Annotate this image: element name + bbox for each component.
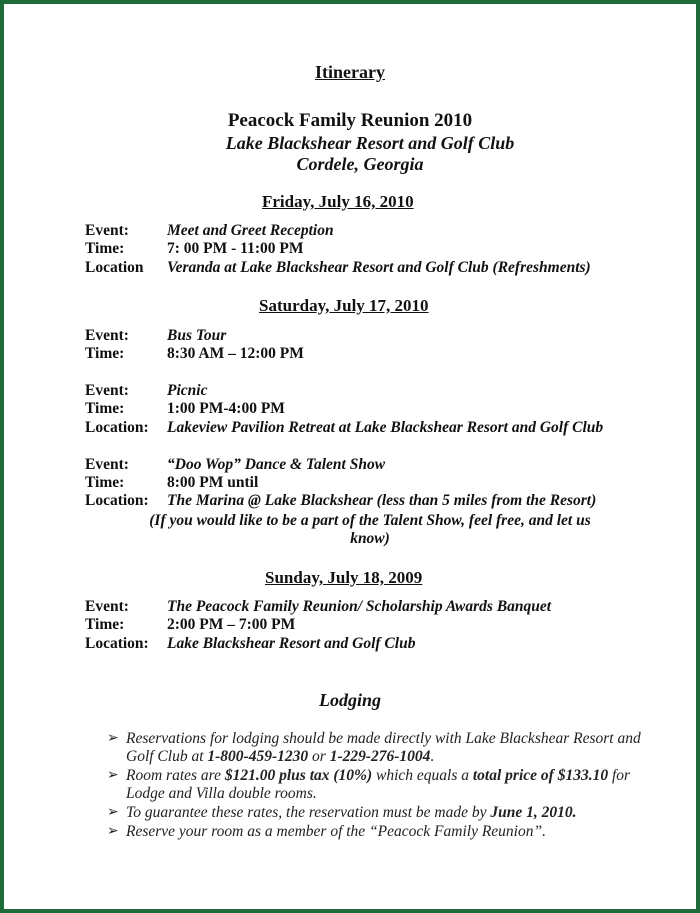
row-value: Bus Tour bbox=[167, 327, 227, 344]
day-heading-sunday: Sunday, July 18, 2009 bbox=[265, 568, 423, 587]
row-value: 7: 00 PM - 11:00 PM bbox=[167, 240, 304, 257]
arrow-bullet-icon: ➢ bbox=[107, 824, 119, 839]
row-value: Lake Blackshear Resort and Golf Club bbox=[167, 635, 416, 652]
time-row bbox=[85, 616, 295, 634]
row-label: Time: bbox=[85, 400, 125, 417]
location-row bbox=[85, 635, 415, 653]
phone-number: 1-229-276-1004 bbox=[329, 748, 431, 765]
row-value: The Peacock Family Reunion/ Scholarship Awards Banquet bbox=[167, 598, 552, 615]
row-label: Location bbox=[85, 259, 144, 276]
row-label: Time: bbox=[85, 345, 125, 362]
event-row bbox=[85, 382, 207, 400]
deadline-date: June 1, 2010. bbox=[490, 804, 577, 821]
event-row bbox=[85, 598, 551, 616]
document-title: Itinerary bbox=[315, 62, 385, 82]
room-rate: $121.00 plus tax (10%) bbox=[224, 767, 373, 784]
bullet-text: Reservations for lodging should be made directly with Lake Blackshear Resort and Golf Club at 1-800-459-1230 or 1-229-276-1004. bbox=[126, 730, 641, 765]
arrow-bullet-icon: ➢ bbox=[107, 768, 119, 783]
location-row bbox=[85, 492, 596, 510]
day-heading-saturday: Saturday, July 17, 2010 bbox=[259, 296, 429, 315]
row-label: Location: bbox=[85, 635, 149, 652]
row-value: Lakeview Pavilion Retreat at Lake Blackshear Resort and Golf Club bbox=[167, 419, 604, 436]
time-row bbox=[85, 240, 303, 258]
event-row bbox=[85, 222, 334, 240]
row-label: Time: bbox=[85, 616, 125, 633]
talent-show-note-line1: (If you would like to be a part of the Talent Show, feel free, and let us bbox=[149, 512, 591, 529]
event-row bbox=[85, 327, 226, 345]
row-value: “Doo Wop” Dance & Talent Show bbox=[167, 456, 386, 473]
bullet-text: Reserve your room as a member of the “Peacock Family Reunion”. bbox=[126, 823, 546, 840]
location-row bbox=[85, 259, 591, 277]
total-price-label: total price of bbox=[472, 767, 554, 784]
row-label: Event: bbox=[85, 222, 129, 239]
total-price: $133.10 bbox=[553, 767, 609, 784]
row-label: Event: bbox=[85, 456, 129, 473]
row-value: 2:00 PM – 7:00 PM bbox=[167, 616, 296, 633]
row-value: Meet and Greet Reception bbox=[167, 222, 334, 239]
row-value: 8:00 PM until bbox=[167, 474, 259, 491]
phone-number: 1-800-459-1230 bbox=[207, 748, 309, 765]
talent-show-note-line2: know) bbox=[350, 530, 390, 547]
row-label: Event: bbox=[85, 598, 129, 615]
row-value: Veranda at Lake Blackshear Resort and Golf Club (Refreshments) bbox=[167, 259, 591, 276]
row-label: Time: bbox=[85, 240, 125, 257]
row-value: 8:30 AM – 12:00 PM bbox=[167, 345, 304, 362]
location-row bbox=[85, 419, 603, 437]
bullet-text: To guarantee these rates, the reservation must be made by June 1, 2010. bbox=[126, 804, 577, 821]
row-label: Location: bbox=[85, 492, 149, 509]
row-label: Time: bbox=[85, 474, 125, 491]
row-value: Picnic bbox=[167, 382, 208, 399]
row-label: Event: bbox=[85, 382, 129, 399]
arrow-bullet-icon: ➢ bbox=[107, 805, 119, 820]
bullet-text: Room rates are $121.00 plus tax (10%) which equals a total price of $133.10 for Lodge and Villa double rooms. bbox=[126, 767, 631, 802]
venue-name: Lake Blackshear Resort and Golf Club bbox=[225, 133, 515, 153]
reunion-title: Peacock Family Reunion 2010 bbox=[227, 110, 473, 131]
row-label: Event: bbox=[85, 327, 129, 344]
time-row bbox=[85, 474, 258, 492]
row-value: 1:00 PM-4:00 PM bbox=[167, 400, 285, 417]
venue-city: Cordele, Georgia bbox=[296, 154, 424, 174]
row-label: Location: bbox=[85, 419, 149, 436]
time-row bbox=[85, 400, 285, 418]
arrow-bullet-icon: ➢ bbox=[107, 731, 119, 746]
event-row bbox=[85, 456, 385, 474]
day-heading-friday: Friday, July 16, 2010 bbox=[262, 192, 414, 211]
row-value: The Marina @ Lake Blackshear (less than 5 miles from the Resort) bbox=[167, 492, 597, 509]
time-row bbox=[85, 345, 304, 363]
lodging-heading: Lodging bbox=[318, 690, 381, 710]
